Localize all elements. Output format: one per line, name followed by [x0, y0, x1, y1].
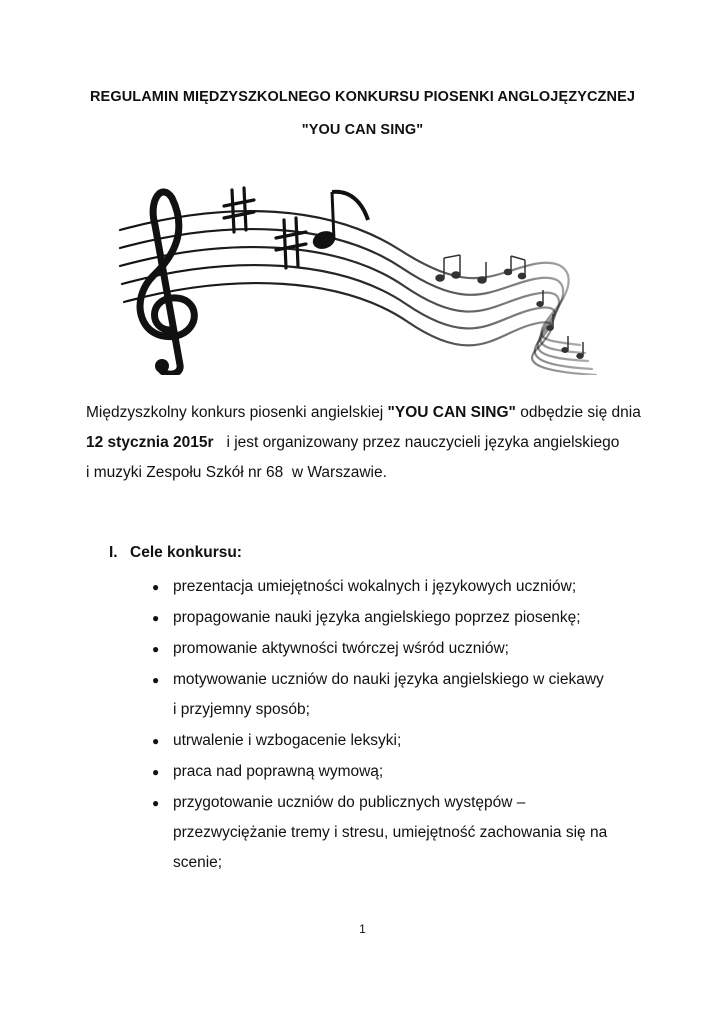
list-item-text-continued: i przyjemny sposób;	[173, 701, 310, 718]
list-item	[152, 665, 632, 725]
bullet-icon: ●	[152, 734, 160, 748]
bullet-icon: ●	[152, 642, 160, 656]
intro-line-3: i muzyki Zespołu Szkół nr 68 w Warszawie.	[86, 464, 387, 481]
list-item-text: przygotowanie uczniów do publicznych występów –	[173, 794, 526, 811]
list-item-text-continued: scenie;	[173, 854, 223, 871]
intro-text: i jest organizowany przez nauczycieli języka angielskiego	[213, 434, 620, 451]
section-heading	[109, 544, 242, 562]
section-title: Cele konkursu:	[130, 544, 242, 561]
list-item	[152, 634, 632, 664]
document-subtitle: "YOU CAN SING"	[301, 122, 424, 138]
intro-line-1	[86, 398, 686, 428]
list-item	[152, 603, 632, 633]
intro-paragraph	[86, 398, 686, 488]
bullet-icon: ●	[152, 580, 160, 594]
bullet-icon: ●	[152, 673, 160, 687]
list-item-text: prezentacja umiejętności wokalnych i językowych uczniów;	[173, 578, 577, 595]
page-number: 1	[359, 922, 366, 936]
bullet-icon: ●	[152, 611, 160, 625]
list-item-text: utrwalenie i wzbogacenie leksyki;	[173, 732, 402, 749]
bullet-icon: ●	[152, 765, 160, 779]
list-item-text: motywowanie uczniów do nauki języka angielskiego w ciekawy	[173, 671, 604, 688]
list-item-text: praca nad poprawną wymową;	[173, 763, 384, 780]
list-item	[152, 788, 632, 878]
music-staff-illustration-icon	[110, 180, 610, 375]
list-item-text: propagowanie nauki języka angielskiego poprzez piosenkę;	[173, 609, 581, 626]
goals-list	[152, 572, 632, 879]
contest-name: "YOU CAN SING"	[387, 404, 516, 421]
intro-text: odbędzie się dnia	[515, 404, 641, 421]
list-item-text-continued: przezwyciężanie tremy i stresu, umiejętność zachowania się na	[173, 824, 608, 841]
bullet-icon: ●	[152, 796, 160, 810]
contest-date: 12 stycznia 2015r	[86, 434, 214, 451]
list-item	[152, 726, 632, 756]
section-number: I.	[109, 544, 118, 561]
list-item-text: promowanie aktywności twórczej wśród uczniów;	[173, 640, 509, 657]
intro-text: Międzyszkolny konkurs piosenki angielskiej	[86, 404, 388, 421]
list-item	[152, 572, 632, 602]
list-item	[152, 757, 632, 787]
intro-line-2	[86, 428, 686, 458]
document-title: REGULAMIN MIĘDZYSZKOLNEGO KONKURSU PIOSENKI ANGLOJĘZYCZNEJ	[89, 89, 636, 105]
